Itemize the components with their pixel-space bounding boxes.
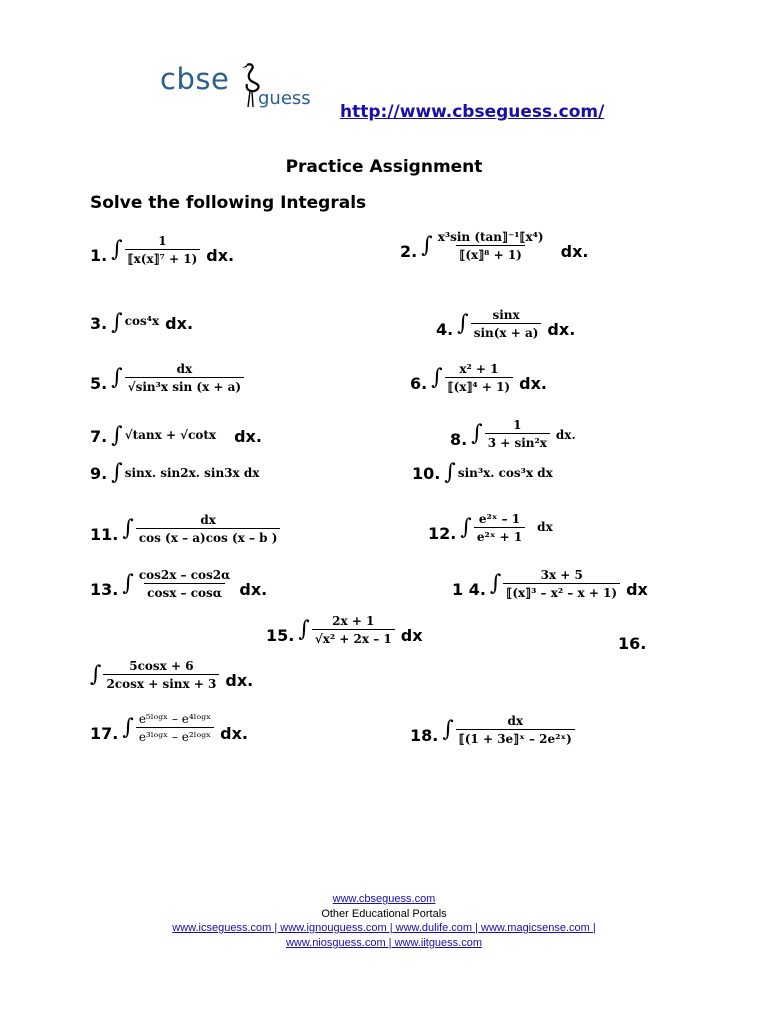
integral-sign: ∫: [122, 516, 134, 541]
numerator: 3x + 5: [540, 568, 583, 582]
denominator: e³ˡᵒᵍˣ – e²ˡᵒᵍˣ: [136, 727, 214, 744]
question-17: [90, 712, 248, 744]
question-4: [436, 308, 575, 340]
question-8: [450, 418, 576, 450]
footer-portal-links[interactable]: www.icseguess.com | www.ignouguess.com | www.dulife.com | www.magicsense.com |: [172, 922, 596, 934]
denominator: e²ˣ + 1: [474, 527, 525, 544]
integral-expression: [111, 234, 200, 266]
question-12: [428, 512, 553, 544]
integral-sign: ∫: [90, 662, 102, 687]
logo-subtext: guess: [258, 88, 311, 109]
fraction: [456, 714, 575, 746]
denominator: √x² + 2x – 1: [312, 629, 395, 646]
question-9: [90, 462, 259, 484]
denominator: 3 + sin²x: [485, 433, 550, 450]
numerator: 5cosx + 6: [129, 659, 194, 673]
question-1: [90, 234, 234, 266]
integral-sign: ∫: [111, 460, 123, 485]
numerator: e²ˣ – 1: [478, 512, 521, 526]
fraction: [312, 614, 395, 646]
integral-expression: [111, 425, 216, 447]
question-number: 16.: [618, 634, 647, 653]
differential: dx.: [234, 427, 262, 446]
integral-expression: [111, 462, 259, 484]
question-number: 1 4.: [452, 580, 486, 599]
integrand: sin³x. cos³x dx: [457, 466, 553, 480]
denominator: ⟦(1 + 3e⟧ˣ – 2e²ˣ): [456, 729, 575, 746]
question-16: [618, 634, 650, 654]
integral-expression: [490, 568, 620, 600]
integrand: sinx. sin2x. sin3x dx: [124, 466, 260, 480]
differential: dx.: [547, 320, 576, 339]
fraction: [445, 362, 513, 394]
fraction: [136, 513, 281, 545]
integral-expression: [122, 712, 214, 744]
differential: dx.: [225, 671, 254, 690]
numerator: dx: [507, 714, 524, 728]
question-11: [90, 513, 280, 545]
differential: dx.: [519, 374, 547, 393]
denominator: sin(x + a): [471, 323, 542, 340]
question-14: [452, 568, 648, 600]
question-16-expression: [90, 659, 253, 691]
question-number: 6.: [410, 374, 428, 393]
integrand: √tanx + √cotx: [124, 428, 217, 442]
integral-expression: [444, 462, 552, 484]
differential: dx.: [555, 428, 576, 442]
question-number: 1.: [90, 246, 108, 265]
denominator: ⟦x(x⟧⁷ + 1): [125, 249, 201, 266]
question-10: [412, 462, 553, 484]
integral-expression: [442, 714, 574, 746]
numerator: x³sin (tan⟧⁻¹⟦x⁴): [437, 230, 544, 244]
question-number: 18.: [410, 726, 439, 745]
question-number: 11.: [90, 525, 119, 544]
question-number: 7.: [90, 427, 108, 446]
numerator: e⁵ˡᵒᵍˣ – e⁴ˡᵒᵍˣ: [138, 712, 212, 726]
site-url-link[interactable]: http://www.cbseguess.com/: [340, 102, 605, 122]
numerator: 1: [513, 418, 522, 432]
question-number: 17.: [90, 724, 119, 743]
integral-expression: [111, 312, 159, 334]
numerator: cos2x – cos2α: [138, 568, 231, 582]
logo-text: cbse: [160, 62, 230, 96]
denominator: ⟦(x⟧⁴ + 1): [445, 377, 513, 394]
question-6: [410, 362, 547, 394]
integral-expression: [122, 568, 233, 600]
integral-sign: ∫: [111, 237, 123, 262]
fraction: [136, 568, 234, 600]
integral-sign: ∫: [442, 717, 454, 742]
integral-sign: ∫: [111, 365, 123, 390]
question-2: [400, 230, 588, 262]
fraction: [503, 568, 620, 600]
integral-expression: [431, 362, 513, 394]
differential: dx: [400, 626, 423, 645]
integral-expression: [90, 659, 219, 691]
integral-expression: [457, 308, 541, 340]
page-title: Practice Assignment: [285, 157, 483, 177]
fraction: [474, 512, 525, 544]
fraction: [136, 712, 214, 744]
fraction: [485, 418, 550, 450]
question-number: 4.: [436, 320, 454, 339]
integral-sign: ∫: [457, 311, 469, 336]
integral-sign: ∫: [444, 460, 456, 485]
integral-sign: ∫: [431, 365, 443, 390]
integral-sign: ∫: [122, 715, 134, 740]
integral-expression: [460, 512, 525, 544]
integral-expression: [471, 418, 550, 450]
fraction: [103, 659, 219, 691]
integrand: cos⁴x: [124, 314, 160, 328]
fraction: [125, 234, 201, 266]
question-number: 3.: [90, 314, 108, 333]
question-18: [410, 714, 575, 746]
numerator: dx: [200, 513, 216, 527]
numerator: 1: [158, 234, 167, 248]
integral-sign: ∫: [421, 233, 433, 258]
question-number: 5.: [90, 374, 108, 393]
section-heading: Solve the following Integrals: [90, 193, 367, 213]
denominator: ⟦(x⟧³ – x² – x + 1): [503, 583, 620, 600]
question-5: [90, 362, 244, 394]
fraction: [125, 362, 244, 394]
denominator: cosx – cosα: [144, 583, 225, 600]
integral-sign: ∫: [122, 571, 134, 596]
question-13: [90, 568, 267, 600]
integral-sign: ∫: [489, 571, 502, 596]
integral-expression: [122, 513, 280, 545]
question-number: 8.: [450, 430, 468, 449]
integral-sign: ∫: [471, 421, 483, 446]
denominator: ⟦(x⟧⁸ + 1): [456, 245, 524, 262]
question-3: [90, 312, 193, 334]
integral-sign: ∫: [111, 310, 123, 335]
denominator: √sin³x sin (x + a): [125, 377, 244, 394]
differential: dx.: [165, 314, 194, 333]
fraction: [435, 230, 547, 262]
differential: dx: [537, 520, 553, 534]
footer-other-portals: Other Educational Portals: [321, 907, 447, 920]
numerator: dx: [176, 362, 193, 376]
question-7: [90, 425, 262, 447]
question-number: 12.: [428, 524, 457, 543]
question-number: 10.: [412, 464, 441, 483]
integral-sign: ∫: [111, 423, 123, 448]
differential: dx.: [206, 246, 235, 265]
integral-sign: ∫: [460, 515, 472, 540]
denominator: cos (x – a)cos (x – b ): [136, 528, 281, 545]
question-number: 15.: [266, 626, 295, 645]
footer: [0, 892, 768, 950]
integral-expression: [298, 614, 394, 646]
numerator: 2x + 1: [332, 614, 375, 628]
footer-site-link[interactable]: www.cbseguess.com: [332, 893, 436, 905]
numerator: sinx: [492, 308, 520, 322]
question-number: 9.: [90, 464, 108, 483]
integral-sign: ∫: [298, 617, 310, 642]
differential: dx.: [560, 242, 589, 261]
question-15: [266, 614, 423, 646]
denominator: 2cosx + sinx + 3: [103, 674, 219, 691]
footer-portal-links-2[interactable]: www.niosguess.com | www.iitguess.com: [285, 936, 483, 949]
fraction: [471, 308, 542, 340]
question-number: 13.: [90, 580, 119, 599]
differential: dx: [626, 580, 648, 599]
integral-expression: [421, 230, 546, 262]
integral-expression: [111, 362, 244, 394]
differential: dx.: [239, 580, 268, 599]
differential: dx.: [220, 724, 248, 743]
question-number: 2.: [400, 242, 418, 261]
numerator: x² + 1: [459, 362, 499, 376]
